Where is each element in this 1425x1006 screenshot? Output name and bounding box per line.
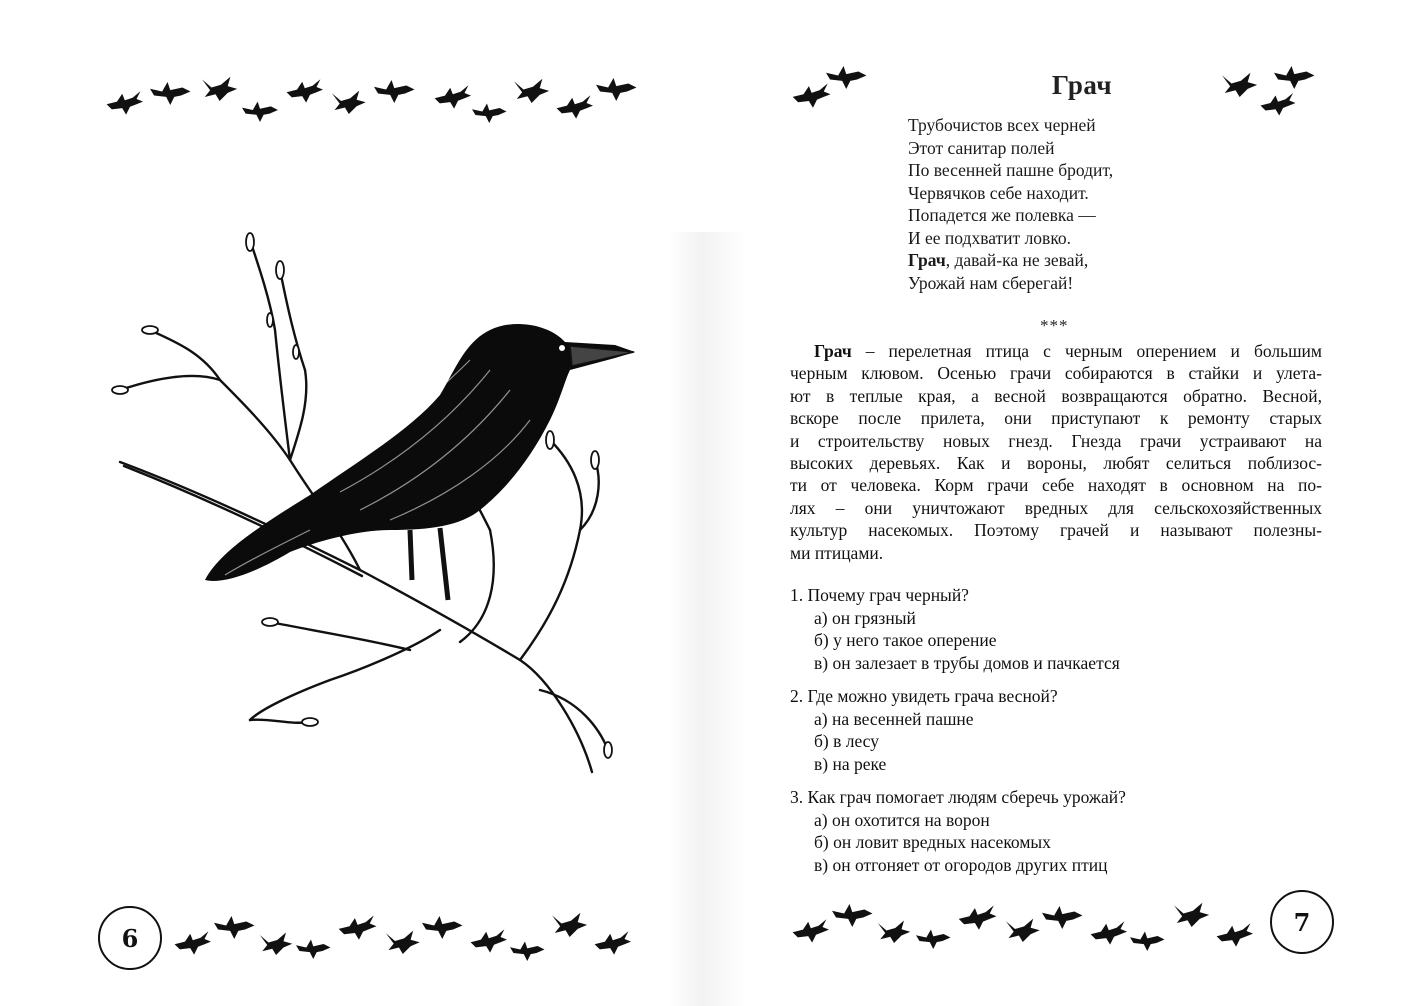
bird-silhouette-icon <box>595 931 631 954</box>
question-2 <box>790 685 1310 775</box>
paragraph-line: высоких деревьях. Как и вороны, любят селиться поблизос- <box>790 452 1322 473</box>
bird-silhouette-icon <box>242 102 278 122</box>
bird-silhouette-icon <box>1217 923 1253 946</box>
answer-option: б) он ловит вредных насекомых <box>814 832 1051 852</box>
poem <box>908 114 1113 294</box>
section-separator: *** <box>1040 316 1069 335</box>
poem-line: Этот санитар полей <box>908 137 1055 158</box>
bird-silhouette-icon <box>552 913 587 937</box>
bird-silhouette-icon <box>793 83 831 107</box>
bird-silhouette-icon <box>422 916 463 939</box>
top-bird-border-left <box>102 70 642 132</box>
left-page <box>0 0 712 1006</box>
answer-option: в) он залезает в трубы домов и пачкается <box>814 652 1120 673</box>
bird-silhouette-icon <box>1130 931 1165 951</box>
question-text: 1. Почему грач черный? <box>790 585 969 605</box>
paragraph-line: ми птицами. <box>790 542 884 563</box>
answer-option: в) на реке <box>814 753 887 774</box>
bottom-bird-border-right <box>790 896 1270 958</box>
bird-silhouette-icon <box>1006 919 1040 942</box>
poem-line: По весенней пашне бродит, <box>908 160 1114 180</box>
bird-silhouette-icon <box>435 85 471 108</box>
question-1 <box>790 584 1310 674</box>
poem-line: Урожай нам сберегай! <box>908 272 1074 293</box>
paragraph-line <box>790 340 1322 362</box>
question-text: 2. Где можно увидеть грача весной? <box>790 686 1058 706</box>
top-bird-cluster-right <box>1218 60 1328 126</box>
poem-line: Попадется же полевка — <box>908 205 1096 225</box>
bird-silhouette-icon <box>1042 906 1083 929</box>
page-title: Грач <box>1051 70 1113 100</box>
question-3 <box>790 786 1310 876</box>
bird-silhouette-icon <box>296 939 331 959</box>
bottom-bird-border-left <box>172 906 652 968</box>
poem-bold-word: Грач <box>908 250 946 270</box>
bird-silhouette-icon <box>214 916 255 939</box>
bird-silhouette-icon <box>150 82 191 105</box>
paragraph-line: и строительству новых гнезд. Гнезда грачи устраивают на <box>790 430 1322 451</box>
bird-silhouette-icon <box>472 103 507 123</box>
bird-silhouette-icon <box>793 919 829 942</box>
bird-silhouette-icon <box>202 77 237 101</box>
bird-silhouette-icon <box>332 91 366 114</box>
page-number-left: 6 <box>98 906 162 970</box>
answer-option: в) он отгоняет от огородов других птиц <box>814 854 1108 875</box>
answer-option: а) он грязный <box>814 607 916 628</box>
answer-option: а) он охотится на ворон <box>814 809 990 830</box>
paragraph-line-rest: – перелетная птица с черным оперением и большим <box>851 341 1322 361</box>
paragraph-lead: Грач <box>814 341 852 361</box>
bird-silhouette-icon <box>878 921 911 944</box>
paragraph-line: ти от человека. Корм грачи себе находят в основном на по- <box>790 475 1322 496</box>
bird-silhouette-icon <box>510 941 545 961</box>
bird-silhouette-icon <box>832 904 873 927</box>
bird-silhouette-icon <box>260 933 293 956</box>
paragraph-line: вскоре после прилета, они приступают к ремонту старых <box>790 408 1322 429</box>
answer-option: б) в лесу <box>814 731 879 751</box>
bird-silhouette-icon <box>1274 66 1315 89</box>
paragraph-line: черным клювом. Осенью грачи собираются в стайки и улета- <box>790 363 1322 384</box>
poem-line: Червячков себе находит. <box>908 182 1089 203</box>
bird-silhouette-icon <box>287 79 323 102</box>
poem-line: Трубочистов всех черней <box>908 115 1096 135</box>
bird-silhouette-icon <box>1174 903 1209 927</box>
bird-silhouette-icon <box>959 905 997 929</box>
answer-option: б) у него такое оперение <box>814 630 997 650</box>
poem-line-rest: , давай-ка не зевай, <box>945 250 1089 270</box>
bird-silhouette-icon <box>826 66 867 89</box>
bird-silhouette-icon <box>374 80 415 103</box>
bird-silhouette-icon <box>1261 93 1296 116</box>
bird-silhouette-icon <box>471 929 507 952</box>
paragraph-line: ют в теплые края, а весной возвращаются обратно. Весной, <box>790 385 1322 406</box>
bird-silhouette-icon <box>386 931 420 954</box>
poem-line <box>908 249 1113 272</box>
bird-silhouette-icon <box>916 929 951 949</box>
page-number-right: 7 <box>1270 890 1334 954</box>
bird-silhouette-icon <box>339 915 377 939</box>
top-bird-cluster-left <box>788 58 878 124</box>
poem-line: И ее подхватит ловко. <box>908 227 1072 248</box>
rook-illustration <box>110 230 650 794</box>
description-paragraph <box>790 340 1322 564</box>
question-text: 3. Как грач помогает людям сберечь урожай? <box>790 787 1126 807</box>
paragraph-line: лях – они уничтожают вредных для сельскохозяйственных <box>790 497 1322 518</box>
bird-silhouette-icon <box>514 79 549 103</box>
bird-silhouette-icon <box>175 931 211 954</box>
bird-silhouette-icon <box>1222 73 1257 97</box>
bird-silhouette-icon <box>1091 921 1127 944</box>
bird-silhouette-icon <box>107 91 143 114</box>
bird-silhouette-icon <box>596 78 637 101</box>
bird-silhouette-icon <box>557 95 593 118</box>
paragraph-line: культур насекомых. Поэтому грачей и называют полезны- <box>790 520 1322 541</box>
answer-option: а) на весенней пашне <box>814 708 974 729</box>
